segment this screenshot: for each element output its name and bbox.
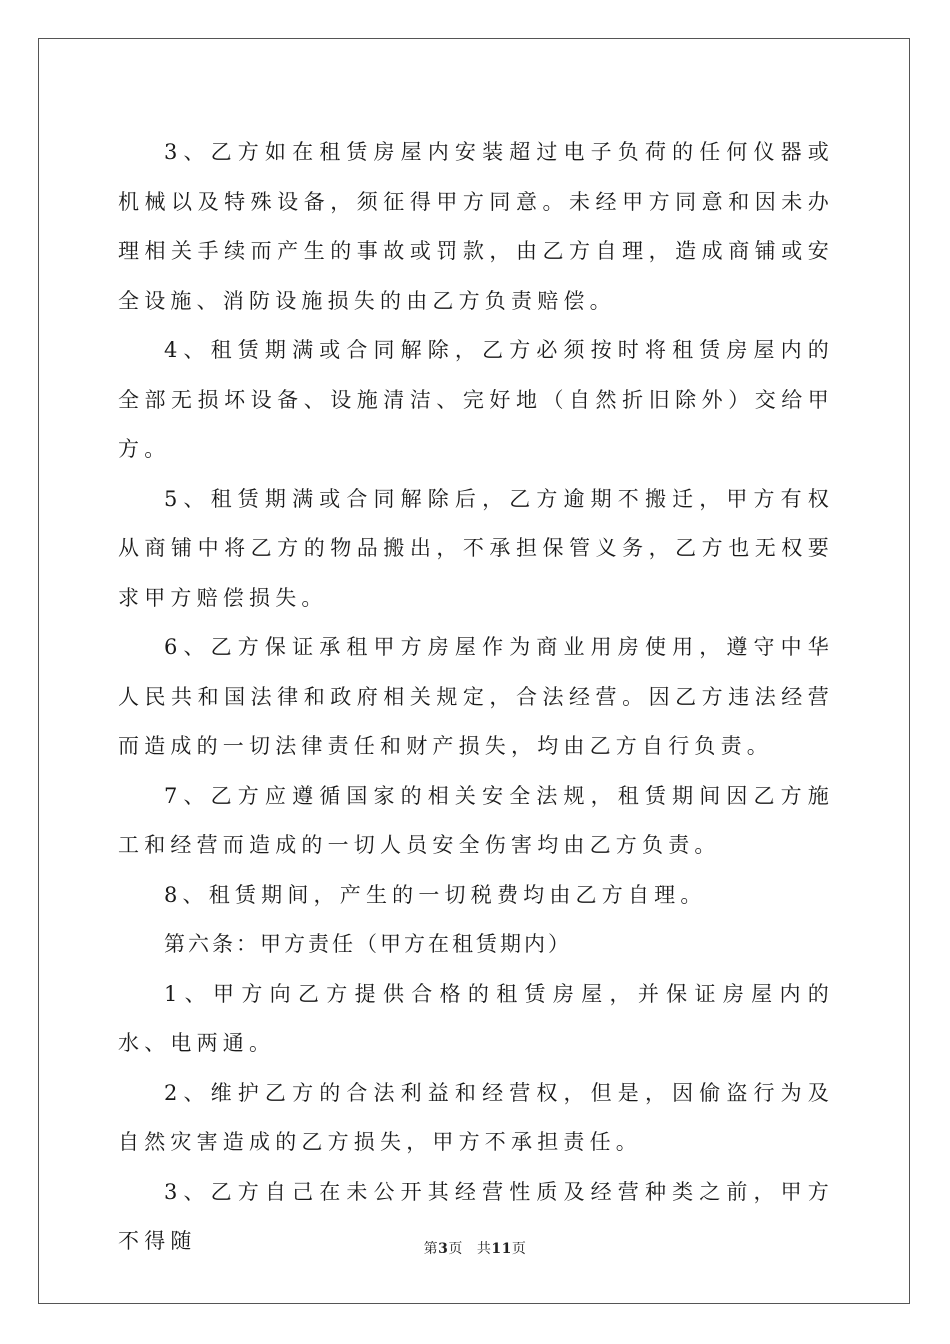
article-6-clause-2: 2、维护乙方的合法利益和经营权，但是，因偷盗行为及自然灾害造成的乙方损失，甲方不承担责任。	[118, 1080, 834, 1154]
page-footer	[0, 1238, 950, 1258]
article-6-clause-3: 3、乙方自己在未公开其经营性质及经营种类之前，甲方不得随	[118, 1179, 834, 1253]
page-number: 3	[438, 1241, 449, 1257]
document-body	[118, 128, 834, 1267]
clause-7-safety: 7、乙方应遵循国家的相关安全法规，租赁期间因乙方施工和经营而造成的一切人员安全伤害均由乙方负责。	[118, 783, 834, 857]
total-pages: 11	[491, 1241, 512, 1257]
clause-5-overdue: 5、租赁期满或合同解除后，乙方逾期不搬迁，甲方有权从商铺中将乙方的物品搬出，不承担保管义务，乙方也无权要求甲方赔偿损失。	[118, 486, 834, 610]
clause-8-taxes: 8、租赁期间，产生的一切税费均由乙方自理。	[164, 882, 707, 907]
clause-6-legal-use: 6、乙方保证承租甲方房屋作为商业用房使用，遵守中华人民共和国法律和政府相关规定，合法经营。因乙方违法经营而造成的一切法律责任和财产损失，均由乙方自行负责。	[118, 635, 834, 758]
page-label-prefix: 第	[423, 1241, 439, 1257]
total-label-prefix: 共	[476, 1241, 492, 1257]
total-label-suffix: 页	[511, 1241, 527, 1257]
article-6-clause-1: 1、甲方向乙方提供合格的租赁房屋，并保证房屋内的水、电两通。	[118, 981, 834, 1055]
clause-4-return: 4、租赁期满或合同解除，乙方必须按时将租赁房屋内的全部无损坏设备、设施清洁、完好地（自然折旧除外）交给甲方。	[118, 338, 834, 461]
page-label-suffix: 页	[448, 1241, 463, 1257]
clause-3-equipment: 3、乙方如在租赁房屋内安装超过电子负荷的任何仪器或机械以及特殊设备，须征得甲方同意。未经甲方同意和因未办理相关手续而产生的事故或罚款，由乙方自理，造成商铺或安全设施、消防设施损失的由乙方负责赔偿。	[118, 140, 834, 313]
section-heading-article-6: 第六条：甲方责任（甲方在租赁期内）	[164, 932, 572, 956]
